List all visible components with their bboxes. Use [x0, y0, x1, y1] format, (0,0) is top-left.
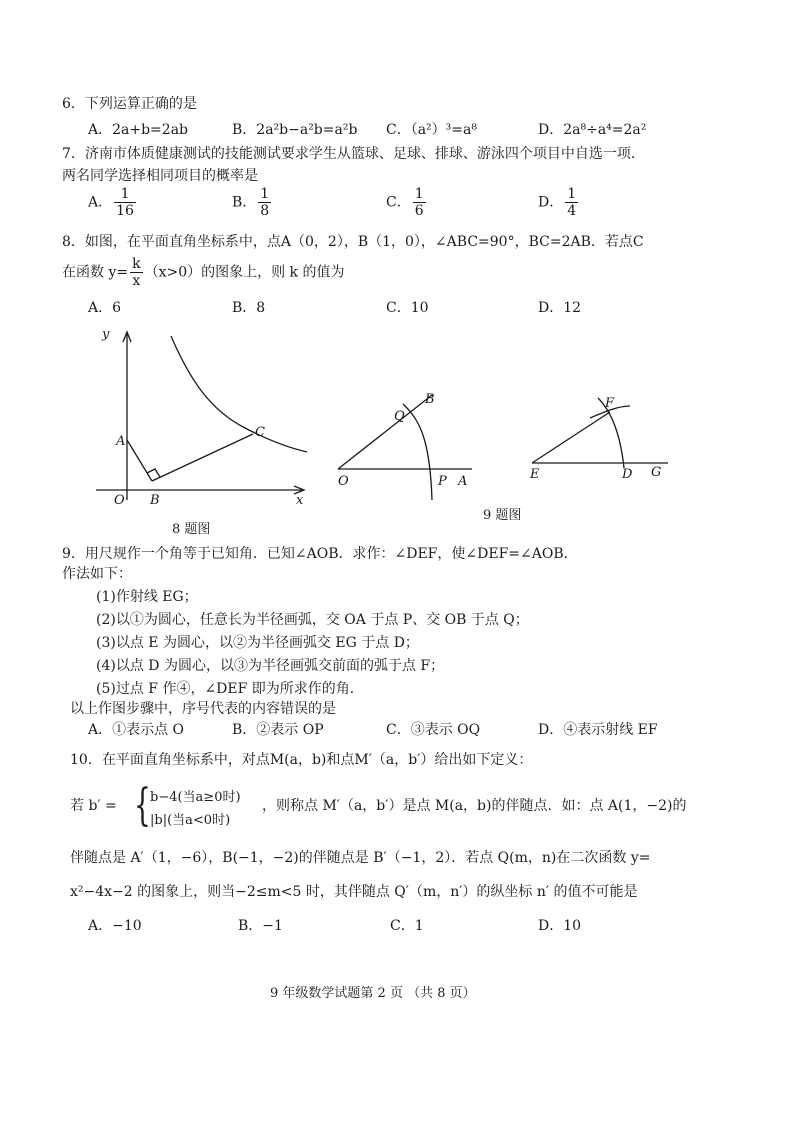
q9-step-5: (5)过点 F 作④，∠DEF 即为所求作的角．: [96, 681, 364, 697]
fig9-label-q: Q: [394, 409, 405, 424]
page-footer: 9 年级数学试题第 2 页 （共 8 页）: [270, 986, 476, 1001]
q10-brace: {: [134, 780, 151, 831]
fig9-caption: 9 题图: [483, 508, 522, 523]
fig8-segment-ab: [127, 440, 152, 481]
q10-option-a: A．−10: [88, 918, 142, 934]
q6-option-d: D．2a⁸÷a⁴=2a²: [538, 122, 647, 138]
fig8-label-o: O: [114, 493, 125, 508]
q9-step-3: (3)以点 E 为圆心，以②为半径画弧交 EG 于点 D；: [96, 635, 419, 651]
q7-c-numerator: 1: [414, 186, 424, 202]
fig8-label-c: C: [255, 425, 265, 440]
q9-option-b: B．②表示 OP: [232, 722, 324, 738]
q7-c-prefix: C．: [386, 194, 411, 211]
q10-case-1: b−4(当a≥0时): [150, 790, 241, 805]
q10-stem: 10．在平面直角坐标系中，对点M(a，b)和点M′（a，b′）给出如下定义：: [70, 752, 533, 768]
fig8-hyperbola: [171, 336, 307, 452]
q8-option-c: C．10: [386, 300, 429, 316]
q7-d-numerator: 1: [567, 186, 577, 202]
q10-def-suffix: ，则称点 M′（a，b′）是点 M(a，b)的伴随点．如：点 A(1，−2)的: [262, 798, 687, 814]
q7-stem-line1: 7．济南市体质健康测试的技能测试要求学生从篮球、足球、排球、游泳四个项目中自选一项．: [62, 146, 645, 162]
fig9-label-p: P: [438, 474, 447, 489]
q6-option-b: B．2a²b−a²b=a²b: [232, 122, 358, 138]
q6-option-a: A．2a+b=2ab: [88, 122, 189, 138]
q10-line-4: x²−4x−2 的图象上，则当−2≤m<5 时，其伴随点 Q′（m，n′）的纵坐标 n′ 的值不可能是: [70, 884, 638, 900]
q7-b-denominator: 8: [260, 203, 270, 219]
fig8-label-a: A: [116, 434, 126, 449]
q8-stem2-suffix: （x>0）的图象上，则 k 的值为: [144, 264, 345, 281]
fig9-label-d: D: [622, 467, 633, 482]
q6-option-c: C．（a²）³=a⁸: [386, 122, 477, 138]
q7-d-denominator: 4: [567, 203, 577, 219]
fig9-label-f: F: [605, 396, 615, 411]
q8-option-b: B．8: [232, 300, 266, 316]
fig9-ray-ef: [532, 412, 610, 463]
q8-stem-line1: 8．如图，在平面直角坐标系中，点A（0，2），B（1，0），∠ABC=90°，BC=2AB．若点C: [62, 234, 644, 250]
q9-question: 以上作图步骤中，序号代表的内容错误的是: [70, 701, 336, 717]
q7-c-denominator: 6: [414, 203, 424, 219]
fig8-label-x: x: [296, 493, 304, 508]
q9-option-a: A．①表示点 O: [88, 722, 185, 738]
fig9-label-g: G: [651, 465, 662, 480]
fig8-caption: 8 题图: [172, 522, 211, 537]
fig8-label-y: y: [102, 327, 110, 342]
q9-step-2: (2)以①为圆心，任意长为半径画弧，交 OA 于点 P、交 OB 于点 Q；: [96, 612, 529, 628]
fig9-arc-pq: [403, 404, 432, 500]
q9-step-1: (1)作射线 EG；: [96, 589, 198, 605]
fig9-label-o: O: [338, 474, 349, 489]
q8-option-a: A．6: [88, 300, 122, 316]
q10-def-prefix: 若 b′ =: [70, 798, 117, 814]
q7-d-prefix: D．: [538, 194, 564, 211]
q10-case-2: |b|(当a<0时): [150, 813, 231, 828]
q7-a-numerator: 1: [114, 186, 136, 203]
q9-stem: 9．用尺规作一个角等于已知角．已知∠AOB．求作：∠DEF，使∠DEF=∠AOB．: [62, 546, 578, 562]
q10-option-b: B．−1: [238, 918, 283, 934]
q9-method-label: 作法如下：: [62, 566, 132, 582]
q8-option-d: D．12: [538, 300, 582, 316]
q7-a-prefix: A．: [88, 194, 113, 211]
q8-stem2-prefix: 在函数 y=: [62, 264, 129, 281]
q8-fraction-denominator: x: [132, 273, 141, 289]
q9-step-4: (4)以点 D 为圆心，以③为半径画弧交前面的弧于点 F；: [96, 658, 445, 674]
q8-fraction-numerator: k: [132, 256, 141, 272]
q7-b-prefix: B．: [232, 194, 257, 211]
fig9-label-e: E: [530, 467, 540, 482]
q10-option-d: D．10: [538, 918, 582, 934]
fig9-label-a: A: [458, 474, 468, 489]
q10-option-c: C．1: [390, 918, 424, 934]
q9-option-d: D．④表示射线 EF: [538, 722, 658, 738]
q7-b-numerator: 1: [260, 186, 270, 202]
q7-a-denominator: 16: [116, 203, 134, 219]
fig8-label-b: B: [150, 493, 160, 508]
fig8-segment-bc: [152, 434, 253, 481]
q6-stem: 6．下列运算正确的是: [62, 96, 197, 112]
fig9-label-b: B: [425, 392, 435, 407]
q9-option-c: C．③表示 OQ: [386, 722, 481, 738]
q10-line-3: 伴随点是 A′（1，−6），B(−1，−2)的伴随点是 B′（−1，2）．若点 Q(m，n)在二次函数 y=: [70, 850, 651, 866]
fig9-ray-ob: [338, 395, 432, 469]
q7-stem-line2: 两名同学选择相同项目的概率是: [62, 168, 258, 184]
